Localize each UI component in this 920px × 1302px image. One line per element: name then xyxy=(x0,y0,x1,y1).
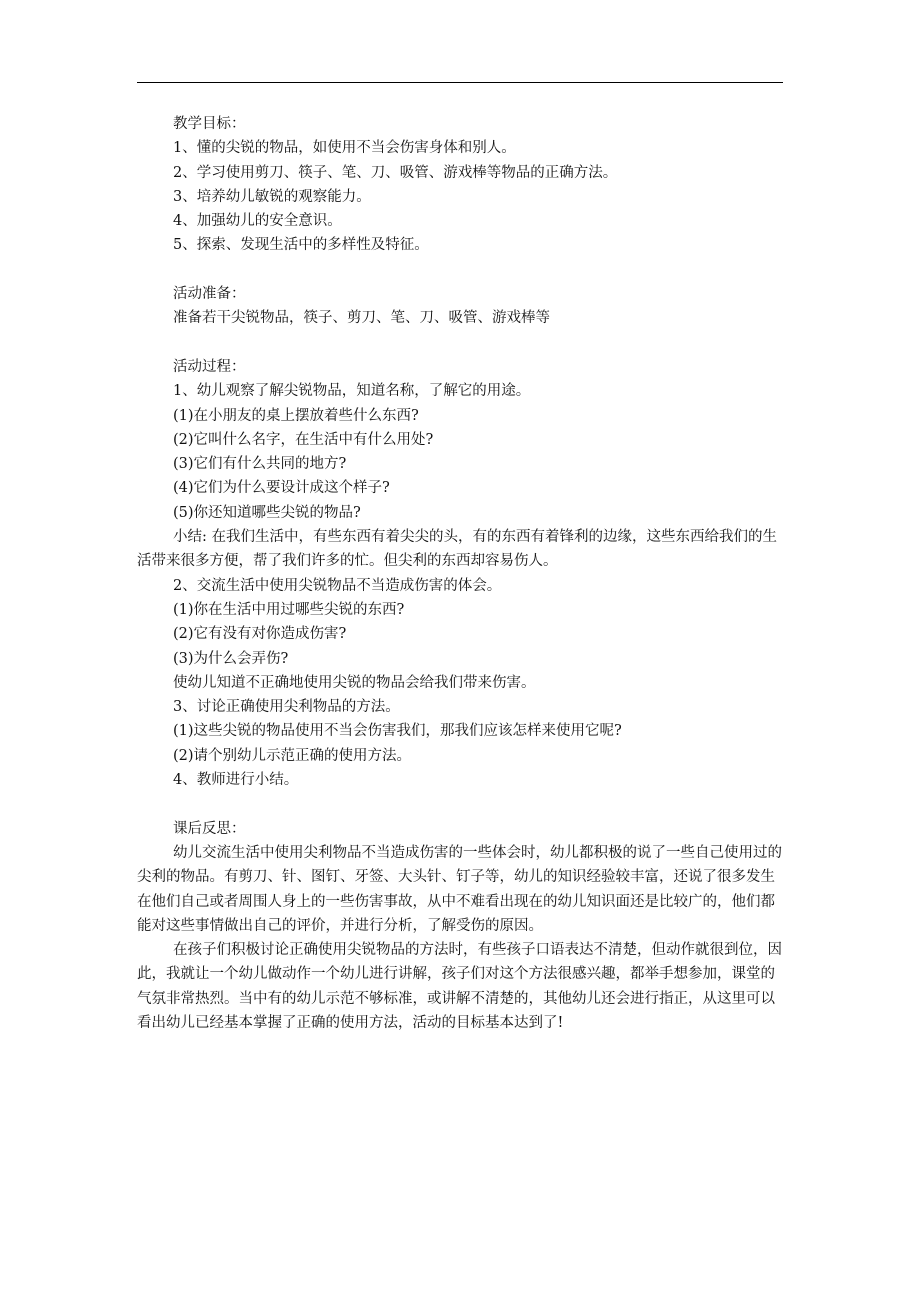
step1-question-2: (2)它叫什么名字，在生活中有什么用处? xyxy=(173,431,434,448)
process-step-3: 3、讨论正确使用尖利物品的方法。 xyxy=(173,699,400,716)
reflection-paragraph-1: 幼儿交流生活中使用尖利物品不当造成伤害的一些体会时，幼儿都积极的说了一些自己使用过的尖利的物品。有剪刀、针、图钉、牙签、大头针、钉子等，幼儿的知识经验较丰富，还说了很多发生在他们自己或者周围人身上的一些伤害事故，从中不难看出现在的幼儿知识面还是比较广的，他们都能对这些事情做出自己的评价，并进行分析，了解受伤的原因。 xyxy=(137,844,782,934)
reflection-paragraph-2: 在孩子们积极讨论正确使用尖锐物品的方法时，有些孩子口语表达不清楚，但动作就很到位，因此，我就让一个幼儿做动作一个幼儿进行讲解，孩子们对这个方法很感兴趣，都举手想参加，课堂的气氛非常热烈。当中有的幼儿示范不够标准，或讲解不清楚的，其他幼儿还会进行指正，从这里可以看出幼儿已经基本掌握了正确的使用方法，活动的目标基本达到了! xyxy=(137,942,782,1031)
goal-item-4: 4、加强幼儿的安全意识。 xyxy=(173,213,342,230)
process-summary: 小结: 在我们生活中，有些东西有着尖尖的头，有的东西有着锋利的边缘，这些东西给我们的生活带来很多方便，帮了我们许多的忙。但尖利的东西却容易伤人。 xyxy=(137,529,777,570)
step3-question-1: (1)这些尖锐的物品使用不当会伤害我们，那我们应该怎样来使用它呢? xyxy=(173,723,622,740)
process-heading: 活动过程： xyxy=(173,358,246,375)
goal-item-1: 1、懂的尖锐的物品，如使用不当会伤害身体和别人。 xyxy=(173,140,516,157)
prep-text: 准备若干尖锐物品，筷子、剪刀、笔、刀、吸管、游戏棒等 xyxy=(173,310,550,327)
step1-question-5: (5)你还知道哪些尖锐的物品? xyxy=(173,504,361,521)
step2-question-1: (1)你在生活中用过哪些尖锐的东西? xyxy=(173,601,405,618)
goals-heading: 教学目标： xyxy=(173,116,246,132)
header-rule xyxy=(137,82,783,83)
prep-heading: 活动准备： xyxy=(173,286,246,303)
step1-question-1: (1)在小朋友的桌上摆放着些什么东西? xyxy=(173,407,419,424)
reflection-heading: 课后反思： xyxy=(173,820,246,837)
step1-question-4: (4)它们为什么要设计成这个样子? xyxy=(173,480,390,497)
step1-question-3: (3)它们有什么共同的地方? xyxy=(173,456,347,473)
step2-note: 使幼儿知道不正确地使用尖锐的物品会给我们带来伤害。 xyxy=(173,674,536,691)
process-step-4: 4、教师进行小结。 xyxy=(173,772,299,789)
goal-item-3: 3、培养幼儿敏锐的观察能力。 xyxy=(173,188,371,205)
document-body xyxy=(137,112,785,1035)
step2-question-3: (3)为什么会弄伤? xyxy=(173,650,289,667)
goal-item-2: 2、学习使用剪刀、筷子、笔、刀、吸管、游戏棒等物品的正确方法。 xyxy=(173,164,618,181)
process-step-1: 1、幼儿观察了解尖锐物品，知道名称，了解它的用途。 xyxy=(173,383,531,400)
process-step-2: 2、交流生活中使用尖锐物品不当造成伤害的体会。 xyxy=(173,577,502,594)
step2-question-2: (2)它有没有对你造成伤害? xyxy=(173,626,347,643)
step3-question-2: (2)请个别幼儿示范正确的使用方法。 xyxy=(173,747,412,764)
goal-item-5: 5、探索、发现生活中的多样性及特征。 xyxy=(173,237,429,254)
